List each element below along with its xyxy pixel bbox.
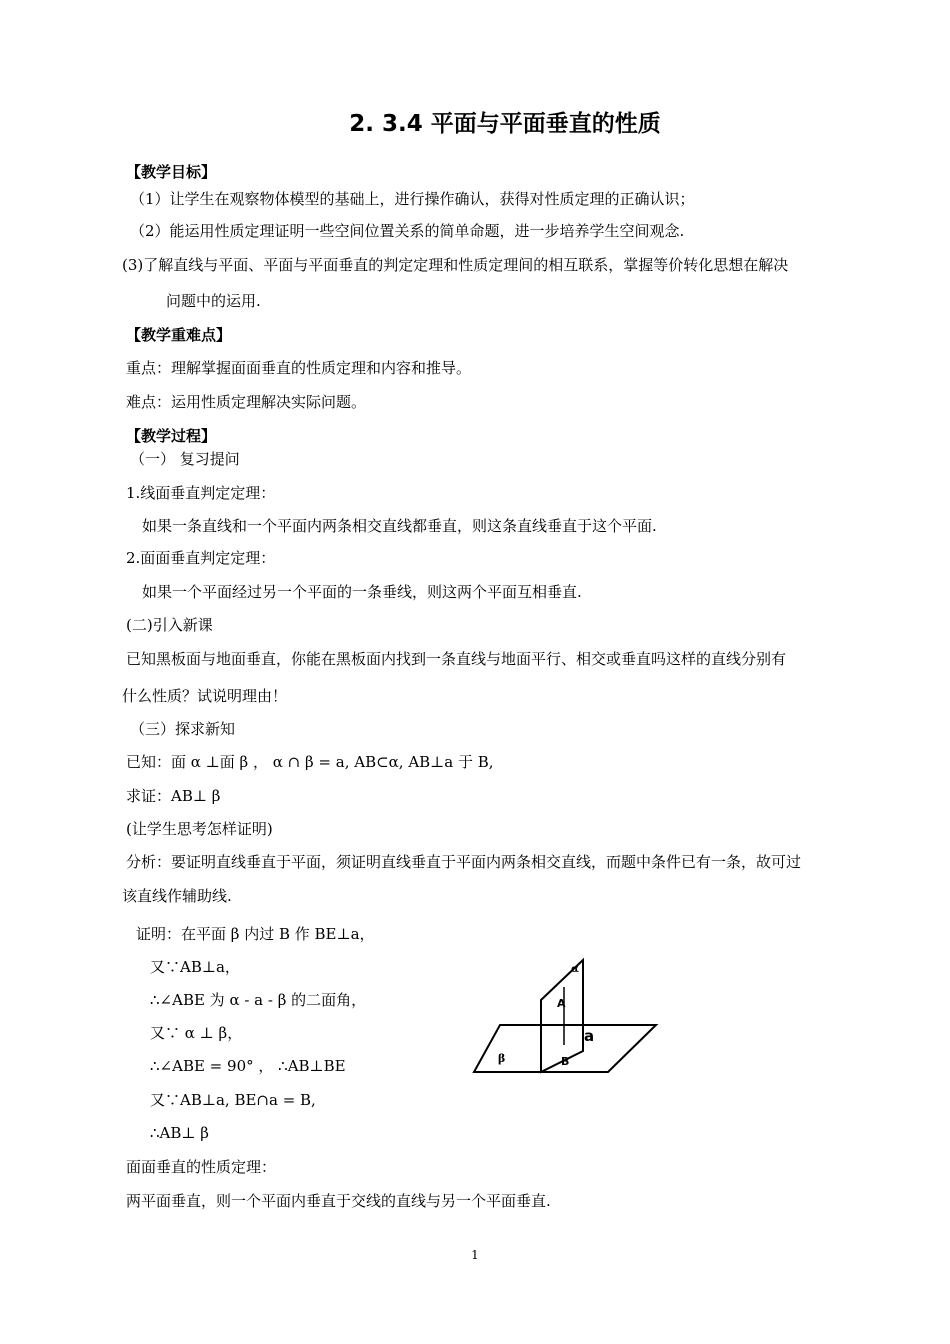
given-statement: 已知：面 α ⊥面 β ， α ∩ β = a, AB⊂α, AB⊥a 于 B, (126, 753, 494, 771)
proof-step-4: 又∵ α ⊥ β， (150, 1024, 243, 1042)
objectives-heading: 【教学目标】 (126, 163, 217, 181)
objective-3-line-1: (3)了解直线与平面、平面与平面垂直的判定定理和性质定理间的相互联系，掌握等价转化思想在解决 (122, 256, 789, 274)
figure-label-a-point: A (557, 997, 566, 1010)
objective-2: （2）能运用性质定理证明一些空间位置关系的简单命题，进一步培养学生空间观念. (130, 222, 685, 240)
figure-label-line-a: a (584, 1027, 595, 1045)
figure-label-b-point: B (561, 1055, 570, 1068)
review-heading: （一） 复习提问 (130, 450, 240, 468)
objective-3-line-2: 问题中的运用. (166, 292, 261, 310)
intro-text-line-2: 什么性质？试说明理由！ (122, 687, 288, 705)
prove-statement: 求证：AB⊥ β (126, 787, 221, 805)
page-number: 1 (471, 1248, 479, 1262)
proof-step-3: ∴∠ABE 为 α - a - β 的二面角， (150, 991, 367, 1009)
item-2-title: 2.面面垂直判定定理： (126, 549, 276, 567)
theorem-title: 面面垂直的性质定理： (126, 1158, 277, 1176)
explore-heading: （三）探求新知 (130, 720, 236, 738)
objective-1: （1）让学生在观察物体模型的基础上，进行操作确认，获得对性质定理的正确认识； (130, 190, 695, 208)
item-2-text: 如果一个平面经过另一个平面的一条垂线，则这两个平面互相垂直. (142, 583, 582, 601)
page-title: 2. 3.4 平面与平面垂直的性质 (349, 111, 661, 137)
key-point-text: 重点：理解掌握面面垂直的性质定理和内容和推导。 (126, 359, 472, 377)
intro-heading: (二)引入新课 (126, 616, 213, 634)
think-prompt: (让学生思考怎样证明) (126, 820, 273, 838)
perpendicular-planes-figure (470, 955, 660, 1075)
proof-step-6: 又∵AB⊥a, BE∩a = B, (150, 1091, 316, 1109)
item-1-text: 如果一条直线和一个平面内两条相交直线都垂直，则这条直线垂直于这个平面. (142, 517, 657, 535)
difficulty-text: 难点：运用性质定理解决实际问题。 (126, 393, 367, 411)
intro-text-line-1: 已知黑板面与地面垂直，你能在黑板面内找到一条直线与地面平行、相交或垂直吗这样的直线分别有 (126, 650, 787, 668)
figure-label-alpha: α (571, 964, 579, 975)
proof-step-2: 又∵AB⊥a， (150, 958, 240, 976)
item-1-title: 1.线面垂直判定定理： (126, 484, 276, 502)
key-points-heading: 【教学重难点】 (126, 326, 232, 344)
proof-step-1: 证明：在平面 β 内过 B 作 BE⊥a， (136, 925, 375, 943)
analysis-line-2: 该直线作辅助线. (122, 887, 232, 905)
process-heading: 【教学过程】 (126, 427, 217, 445)
proof-step-5: ∴∠ABE = 90° ， ∴AB⊥BE (150, 1057, 346, 1075)
figure-label-beta: β (498, 1052, 506, 1065)
proof-step-7: ∴AB⊥ β (150, 1124, 209, 1142)
analysis-line-1: 分析：要证明直线垂直于平面，须证明直线垂直于平面内两条相交直线，而题中条件已有一条，故可过 (126, 853, 802, 871)
theorem-text: 两平面垂直，则一个平面内垂直于交线的直线与另一个平面垂直. (126, 1192, 551, 1210)
